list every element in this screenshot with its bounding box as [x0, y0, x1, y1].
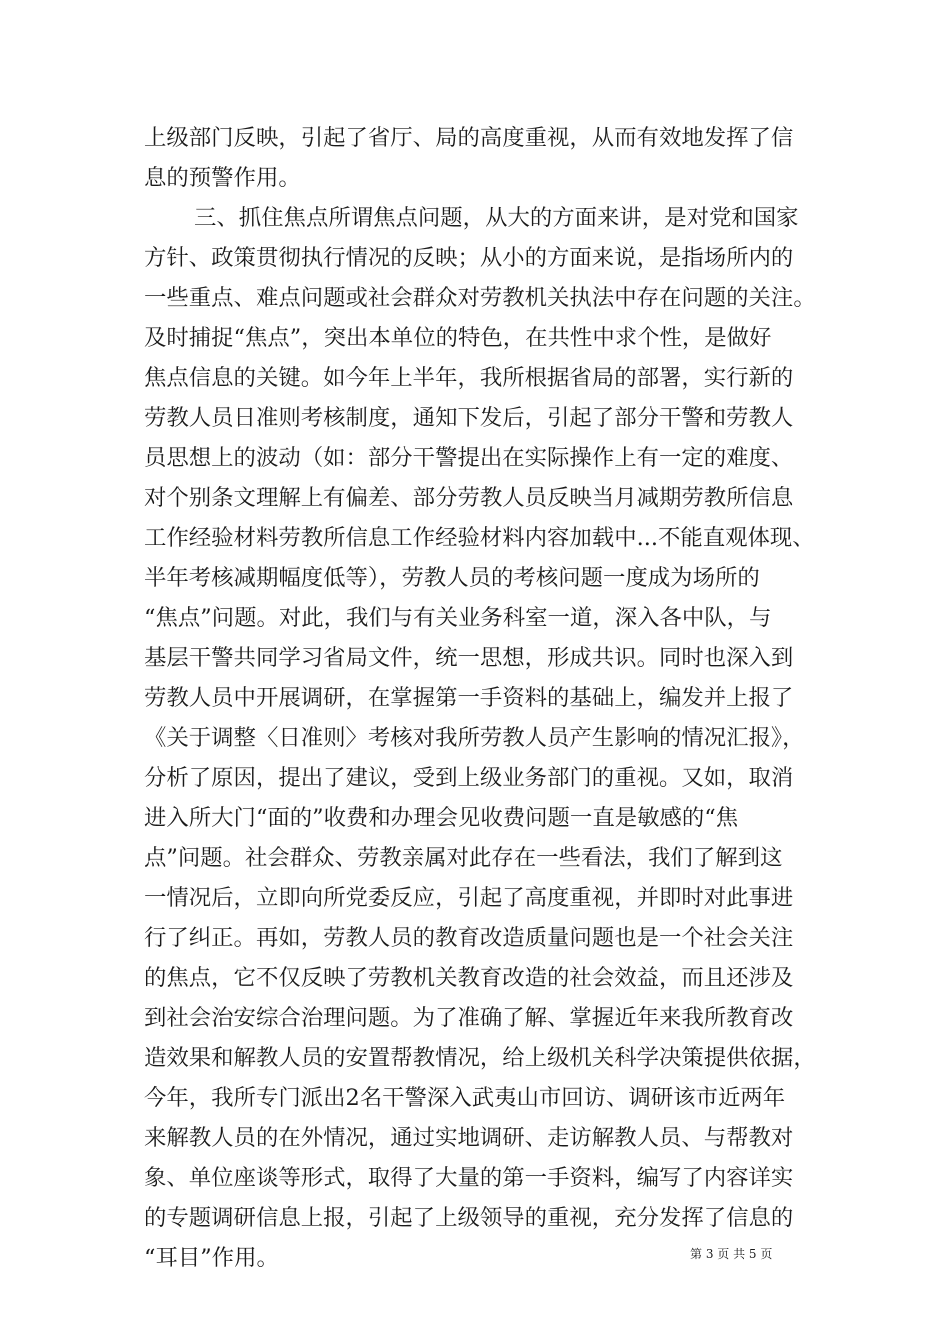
- text-line: 一情况后，立即向所党委反应，引起了高度重视，并即时对此事进: [144, 885, 794, 911]
- text-line: 基层干警共同学习省局文件，统一思想，形成共识。同时也深入到: [144, 645, 794, 671]
- text-line: 进入所大门“面的”收费和办理会见收费问题一直是敏感的“焦: [144, 805, 739, 831]
- text-line: 今年，我所专门派出2名干警深入武夷山市回访、调研该市近两年: [144, 1085, 786, 1111]
- text-line: 《关于调整〈日准则〉考核对我所劳教人员产生影响的情况汇报》，: [144, 725, 805, 751]
- text-line: 方针、政策贯彻执行情况的反映；从小的方面来说，是指场所内的: [144, 245, 794, 271]
- text-line: 劳教人员中开展调研，在掌握第一手资料的基础上，编发并上报了: [144, 685, 794, 711]
- text-line: 行了纠正。再如，劳教人员的教育改造质量问题也是一个社会关注: [144, 925, 794, 951]
- text-line: 来解教人员的在外情况，通过实地调研、走访解教人员、与帮教对: [144, 1125, 794, 1151]
- text-line: 对个别条文理解上有偏差、部分劳教人员反映当月减期劳教所信息: [144, 485, 794, 511]
- text-line: 象、单位座谈等形式，取得了大量的第一手资料，编写了内容详实: [144, 1165, 794, 1191]
- text-line: 分析了原因，提出了建议，受到上级业务部门的重视。又如，取消: [144, 765, 794, 791]
- text-line: 一些重点、难点问题或社会群众对劳教机关执法中存在问题的关注。: [144, 285, 816, 311]
- page-number: 第 3 页 共 5 页: [690, 1247, 773, 1261]
- text-line: 焦点信息的关键。如今年上半年，我所根据省局的部署，实行新的: [144, 365, 794, 391]
- text-line: 及时捕捉“焦点”，突出本单位的特色，在共性中求个性，是做好: [144, 325, 772, 351]
- text-line: “耳目”作用。: [144, 1245, 279, 1271]
- text-line: 工作经验材料劳教所信息工作经验材料内容加载中...不能直观体现、: [144, 525, 815, 551]
- text-line: 息的预警作用。: [144, 165, 301, 191]
- document-body: [144, 118, 834, 1278]
- text-line: “焦点”问题。对此，我们与有关业务科室一道，深入各中队，与: [144, 605, 772, 631]
- section-heading-line: 三、抓住焦点所谓焦点问题，从大的方面来讲，是对党和国家: [194, 205, 799, 231]
- text-line: 点”问题。社会群众、劳教亲属对此存在一些看法，我们了解到这: [144, 845, 783, 871]
- text-line: 的焦点，它不仅反映了劳教机关教育改造的社会效益，而且还涉及: [144, 965, 794, 991]
- text-line: 到社会治安综合治理问题。为了准确了解、掌握近年来我所教育改: [144, 1005, 794, 1031]
- text-line: 的专题调研信息上报，引起了上级领导的重视，充分发挥了信息的: [144, 1205, 794, 1231]
- text-line: 造效果和解教人员的安置帮教情况，给上级机关科学决策提供依据，: [144, 1045, 816, 1071]
- text-line: 上级部门反映，引起了省厅、局的高度重视，从而有效地发挥了信: [144, 125, 794, 151]
- text-line: 半年考核减期幅度低等），劳教人员的考核问题一度成为场所的: [144, 565, 760, 591]
- text-line: 员思想上的波动（如：部分干警提出在实际操作上有一定的难度、: [144, 445, 794, 471]
- text-line: 劳教人员日准则考核制度，通知下发后，引起了部分干警和劳教人: [144, 405, 794, 431]
